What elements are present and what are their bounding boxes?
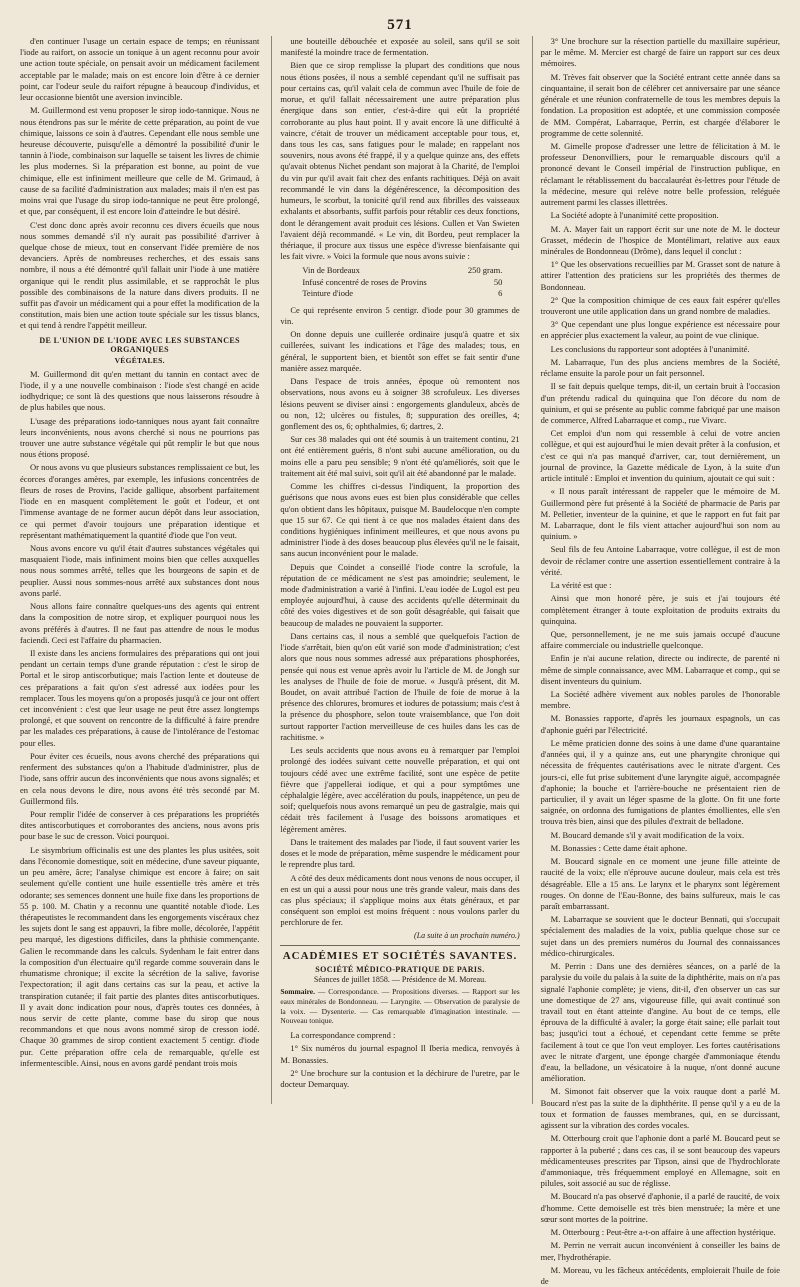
paragraph: M. Otterbourg : Peut-être a-t-on affaire à une affection hystérique. xyxy=(550,1227,776,1238)
paragraph: Ainsi que mon honoré père, je suis et j'ai toujours été complètement étranger à toute exploitation de produits extraits du quinquina. xyxy=(540,593,780,626)
formula-quantity: 6 xyxy=(498,288,503,299)
seance-line: Séances de juillet 1858. — Présidence de M. Moreau. xyxy=(313,975,487,985)
sommaire-text: — Correspondance. — Propositions diverses. — Rapport sur les eaux minérales de Bondonneau. — Laryngite. — Observation de paralysie de la voix. — Dysenterie. — Cas remarquable d'imagination intestinale. — Nouveau tonique. xyxy=(280,987,520,1026)
paragraph: M. Boucard signale en ce moment une jeune fille atteinte de raucité de la voix; elle n'éprouve aucune douleur, mais cela est très désagréable. Elle a 15 ans. Le larynx et le pharynx sont légèrement rouges. On donne de l'Eau-Bonne, des bains sulfureux, mais le cas paraît embarrassant. xyxy=(540,856,780,911)
column-2 xyxy=(271,36,519,1104)
paragraph: 3° Une brochure sur la résection partielle du maxillaire supérieur, par le même. M. Mercier est chargé de faire un rapport sur ces deux mémoires. xyxy=(540,36,780,69)
formula-row xyxy=(302,277,519,288)
paragraph: Nous avons encore vu qu'il était d'autres substances végétales qui masquaient l'iode, mais infiniment moins bien que celles auxquelles nous nous sommes arrêté, telles que les bourgeons de sapin et de peuplier. Aussi nous sommes-nous arrêté aux substances dont nous avons parlé. xyxy=(20,542,260,598)
paragraph: 3° Que cependant une plus longue expérience est nécessaire pour en apprécier plus exactement la valeur, au point de vue clinique. xyxy=(540,319,780,341)
paragraph: M. Boucard n'a pas observé d'aphonie, il a parlé de raucité, de voix d'homme. Cette demoiselle est très bien menstruée; la mère et une sœur sont mortes de la poitrine. xyxy=(540,1191,780,1224)
paragraph: M. Bonassies rapporte, d'après les journaux espagnols, un cas d'aphonie guéri par l'électricité. xyxy=(540,713,780,735)
formula-quantity: 250 gram. xyxy=(467,265,503,276)
formula-ingredient: Teinture d'iode xyxy=(302,288,354,299)
paragraph: Sur ces 38 malades qui ont été soumis à un traitement continu, 21 ont été entièrement guéris, 8 n'ont subi aucune amélioration, ou du moins elle a paru peu sensible; 9 n'ont été qu'améliorés, soit que le traitement ait été mal suivi, soit qu'il ait été abandonné par le malade. xyxy=(280,434,520,478)
paragraph: M. A. Mayer fait un rapport écrit sur une note de M. le docteur Grasset, médecin de l'hospice de Montélimart, relative aux eaux minérales de Bondonneau (Drôme), dans lequel il conclut : xyxy=(540,223,780,256)
column-1 xyxy=(20,36,259,1104)
paragraph: Il existe dans les anciens formulaires des préparations qui ont joui pendant un certain temps d'une grande réputation : c'est le sirop de Portal et le sirop antiscorbutique; mais l'action lente et douteuse de ces préparations a fait qu'on s'est adressé aux iodées pour les remplacer. Tous les moyens qu'on a proposés jusqu'à ce jour ont offert cet inconvénient : c'est que leur usage ne peut être assez longtemps prolongé, et que souvent on rencontre de la difficulté à faire prendre par les malades ces préparations, à cause de l'intolérance de l'estomac pour elles. xyxy=(20,647,260,748)
paragraph: Pour remplir l'idée de conserver à ces préparations les propriétés dites antiscorbutiques et corroborantes des anciens, nous avons pris pour base le suc de cresson. Voici pourquoi. xyxy=(20,809,260,842)
paragraph: Pour éviter ces écueils, nous avons cherché des préparations qui renferment des substances qu'on a l'habitude d'administrer, plus de l'iode, sans offrir aucun des inconvénients que nous avons signalés; et en cela nous devons le dire, nous avons été très secondé par M. Guillermond fils. xyxy=(20,750,260,806)
paragraph: Il se fait depuis quelque temps, dit-il, un certain bruit à l'occasion d'un prétendu radical du quinquina que l'on décore du nom de quinium, et qui se présente au public comme fabriqué par une maison de commerce, Alfred Labarraque et comp., rue Vivarc. xyxy=(540,381,780,425)
column-1-intro xyxy=(20,36,259,332)
paragraph: M. Labarraque se souvient que le docteur Bennati, qui s'occupait spécialement des maladies de la voix, publia quelque chose sur ce sujet dans un des premiers numéros du Journal des connaissances médico-chirurgicales. xyxy=(540,914,780,958)
paragraph: L'usage des préparations iodo-tanniques nous ayant fait connaître leurs inconvénients, nous avons cherché si nous ne pourrions pas trouver une autre substance végétale qui pût remplir le but que nous nous étions proposé. xyxy=(20,415,260,460)
paragraph: M. Perrin ne verrait aucun inconvénient à conseiller les bains de mer, l'hydrothérapie. xyxy=(540,1240,780,1262)
paragraph: La vérité est que : xyxy=(550,580,612,591)
sommaire xyxy=(280,987,519,1026)
paragraph: Enfin je n'ai aucune relation, directe ou indirecte, de parenté ni même de simple connaissance, avec MM. Labarraque et comp., qui se disent inventeurs du quinium. xyxy=(540,653,780,686)
paragraph: Seul fils de feu Antoine Labarraque, votre collègue, il est de mon devoir de réclamer contre une assertion essentiellement contraire à la vérité. xyxy=(540,544,780,577)
paragraph: M. Labarraque, l'un des plus anciens membres de la Société, réclame ensuite la parole pour un fait personnel. xyxy=(540,356,780,379)
wine-formula xyxy=(302,265,519,299)
paragraph: Cet emploi d'un nom qui ressemble à celui de votre ancien collègue, et qui est aujourd'hui le mien devait prêter à la confusion, et c'est ce qui n'a pas manqué d'arriver, car, tout dernièrement, un journal de province, la Gazette médicale de Lyon, à la suite d'un article intitulé : Emploi et invention du quinium, ajoutait ce qui suit : xyxy=(540,428,780,484)
paragraph: 2° Une brochure sur la contusion et la déchirure de l'uretre, par le docteur Demarquay. xyxy=(280,1067,520,1090)
continued-note: (La suite à un prochain numéro.) xyxy=(414,930,520,940)
paragraph: 2° Que la composition chimique de ces eaux fait espérer qu'elles trouveront une utile application dans un grand nombre de maladies. xyxy=(540,294,780,317)
paragraph: Le même praticien donne des soins à une dame d'une quarantaine d'années qui, il y a quinze ans, eut une pharyngite chronique qui nécessita de fréquentes cautérisations avec le nitrate d'argent. Ces jours-ci, elle fut prise subitement d'une laryngite aiguë, accompagnée d'aphonie; la bouche et l'arrière-bouche ne présentaient rien de particulier, il y avait un léger spasme de la glotte. On fit une forte saignée, on ordonna des fumigations de plantes émollientes, elle s'en trouva très bien, ainsi que des pilules d'extrait de belladone. xyxy=(540,737,780,827)
paragraph: La Société adhère vivement aux nobles paroles de l'honorable membre. xyxy=(540,689,780,711)
paragraph: une bouteille débouchée et exposée au soleil, sans qu'il se soit manifesté la moindre trace de fermentation. xyxy=(280,36,520,58)
paragraph: Comme les chiffres ci-dessus l'indiquent, la proportion des guérisons que nous avons eues est bien plus considérable que celles qu'on obtient dans les hôpitaux, puisque M. Baudelocque n'en compte que 15 sur 67. Ce qui tient à ce que nos malades étaient dans des conditions hygiéniques infiniment meilleures, et que nous avons pu administrer l'iode à des doses beaucoup plus élevées qu'il ne le faisait, sans aucun inconvénient pour le malade. xyxy=(280,481,520,559)
paragraph: La correspondance comprend : xyxy=(290,1030,396,1041)
paragraph: La Société adopte à l'unanimité cette proposition. xyxy=(550,210,719,221)
paragraph: Les seuls accidents que nous avons eu à remarquer par l'emploi prolongé des iodées suivant cette nouvelle préparation, et qui ont toujours cédé avec une extrême facilité, sont une espèce de petite fièvre que j'appellerai iodique, et qui a pour symptômes une céphalalgie légère, avec accélération du pouls, inappétence, un peu de soif; quelquefois nous avons remarqué un peu de gastralgie, mais qui cédait très facilement à l'usage des boissons aromatiques et légèrement amères. xyxy=(280,745,520,834)
separator-rule xyxy=(280,945,519,946)
paragraph: « Il nous paraît intéressant de rappeler que le mémoire de M. Guillermond père fut présenté à la Société de pharmacie de Paris par M. Pelletier, inventeur de la quinine, et que le rapport en fut fait par M. Labarraque, dont le fils vient attacher aujourd'hui son nom au quinium. » xyxy=(540,486,780,542)
section-subheading: VÉGÉTALES. xyxy=(114,355,165,365)
paragraph: On donne depuis une cuillerée ordinaire jusqu'à quatre et six cuillerées, suivant les indications et l'âge des malades; tous, en général, le supportent bien, et bientôt son effet se fait sentir d'une manière assez marquée. xyxy=(280,329,520,373)
paragraph: Dans le traitement des malades par l'iode, il faut souvent varier les doses et le mode de préparation, même suspendre le médicament pour le reprendre plus tard. xyxy=(280,836,520,870)
paragraph: M. Otterbourg croit que l'aphonie dont a parlé M. Boucard peut se rapporter à la puberté ; dans ces cas, il se sont beaucoup des vapeurs médicamenteuses prescrites par Tipson, ainsi que de l'hydrochlorate d'ammoniaque, très fréquemment employé en Allemagne, soit en pilules, soit associé au suc de réglisse. xyxy=(540,1133,780,1189)
page-number: 571 xyxy=(387,17,413,33)
paragraph: M. Perrin : Dans une des dernières séances, on a parlé de la paralysie du voile du palais à la suite de la diphthérite, mais on n'a pas signalé l'aphonie complète; je viens, dit-il, d'en observer un cas sur une domestique de 27 ans, vigoureuse fille, qui avait continué son travail tout en étant atteinte d'angine. Au bout de ce temps, elle éprouva de la difficulté à avaler; la gorge était saine; elle parlait tout bas; jusqu'ici tout a échoué, et cependant cette femme se prête facilement à tout ce que l'on veut employer. Les fortes cautérisations avec le nitrate d'argent, une éponge chargée d'ammoniaque étendu d'eau, la belladone, un vésicatoire à la nuque, n'ont donné aucune amélioration. xyxy=(540,961,780,1084)
paragraph: d'en continuer l'usage un certain espace de temps; en réunissant l'iode au raifort, on associe un tonique à un agent reconnu pour avoir une action toute spéciale, on pensait avoir un médicament facilement acceptable par le malade; mais on est encore loin d'être à ce dernier point, car l'odeur seule du raifort répugne à beaucoup d'individus, et leur occasionne bientôt une aversion invincible. xyxy=(20,36,260,103)
paragraph: 1° Que les observations recueillies par M. Grasset sont de nature à attirer l'attention des praticiens sur les propriétés des thermes de Bondonneau. xyxy=(540,259,780,292)
column-3-body xyxy=(541,36,780,1287)
paragraph: M. Gimelle propose d'adresser une lettre de félicitation à M. le professeur Denonvilliers, pour le remarquable discours qu'il a prononcé devant le Conseil impérial de l'instruction publique, en réclamant le rétablissement du baccalauréat ès-lettres pour l'étude de la médecine, mesure qui relève notre belle profession, reléguée autrement parmi les classes illettrées. xyxy=(540,140,780,208)
column-2-body xyxy=(280,305,519,929)
columns xyxy=(20,36,780,1286)
paragraph: Ce qui représente environ 5 centigr. d'iode pour 30 grammes de vin. xyxy=(280,304,520,326)
section-heading: DE L'UNION DE L'IODE AVEC LES SUBSTANCES ORGANIQUES xyxy=(39,335,240,354)
paragraph: Depuis que Coindet a conseillé l'iode contre la scrofule, la réputation de ce médicament ne s'est pas amoindrie; seulement, le mode d'administration a varié à l'infini. L'eau iodée de Lugol est peu employée aujourd'hui, à cause des accidents qu'elle déterminait du côté des voies digestives et de son goût désagréable, qui faisait que beaucoup de malades ne pouvaient la supporter. xyxy=(280,561,520,628)
formula-row xyxy=(302,265,519,276)
column-2-intro xyxy=(280,36,519,262)
paragraph: Les conclusions du rapporteur sont adoptées à l'unanimité. xyxy=(550,343,750,354)
formula-ingredient: Infusé concentré de roses de Provins xyxy=(302,276,427,287)
formula-quantity: 50 xyxy=(493,276,503,287)
column-2-end xyxy=(280,1030,519,1090)
paragraph: A côté des deux médicaments dont nous venons de nous occuper, il en est un qui a aussi pour nous une très grande valeur, mais dans des cas plus spéciaux; il s'applique moins aux états généraux, et par conséquent son emploi est moins fréquent : nous voulons parler du perchlorure de fer. xyxy=(280,872,520,928)
paragraph: 1° Six numéros du journal espagnol Il Iberia medica, renvoyés à M. Bonassies. xyxy=(280,1043,520,1065)
column-3 xyxy=(532,36,780,1286)
paragraph: Nous allons faire connaître quelques-uns des agents qui entrent dans la composition de notre sirop, et expliquer pourquoi nous les avons préférés à d'autres. Il ne faut pas attendre de nous le modus faciendi. Ceci est l'affaire du pharmacien. xyxy=(20,601,260,645)
paragraph: C'est donc donc après avoir reconnu ces divers écueils que nous nous sommes demandé s'il n'y aurait pas possibilité d'arriver à quelque chose de mieux, tout en conservant l'idée première de nos devanciers. Après de nombreuses recherches, et des essais sans nombre, il nous a été démontré qu'il fallait unir l'iode à une matière organique qui le rendit plus assimilable, et se rapprochât le plus possible des combinaisons de la nature dans divers produits. Il ne suffit pas d'avoir un médicament qui a pour effet la modification de la constitution, mais bien une action toute spéciale sur les tissus blancs, et qui tend à rendre l'appétit meilleur. xyxy=(20,219,260,331)
paragraph: M. Guillermond est venu proposer le sirop iodo-tannique. Nous ne nous étendrons pas sur le mérite de cette préparation, au point de vue chimique, laissons ce soin à d'autres. Cependant elle nous semble une heureuse découverte, puisqu'elle a démontré la possibilité d'unir le tannin à l'iode, combinaison sur laquelle se taisent les livres de chimie les plus modernes. Si la préparation est bonne, au point de vue chimique, elle est infiniment meilleure que celle de M. Grimaud, à cause de sa facilité d'administration aux malades; mais il n'en est pas moins vrai que l'usage du sirop iodo-tannique ne peut être prolongé, et que, par conséquent, il est encore loin d'atteindre le but désiré. xyxy=(20,105,260,217)
paragraph: M. Guillermond dit qu'en mettant du tannin en contact avec de l'iode, il y a une nouvelle combinaison : l'iode s'est changé en acide iodhydrique; ce sont là des questions que nous laisserons résoudre à de plus habiles que nous. xyxy=(20,368,260,413)
paragraph: M. Simonot fait observer que la voix rauque dont a parlé M. Boucard n'est pas la suite de la diphthérite. Il pense qu'il y a eu de la toux et formation de fausses membranes, qui, en se durcissant, agissent sur la vibration des cordes vocales. xyxy=(540,1086,780,1131)
formula-row xyxy=(302,288,519,299)
column-1-body xyxy=(20,369,259,1069)
paragraph: Dans l'espace de trois années, époque où remontent nos observations, nous avons eu à soigner 38 scrofuleux. Les diverses lésions peuvent se diviser ainsi : engorgements glanduleux, abcès de ou non, 12; ulcères ou fistules, 8; suppuration des oreilles, 4; gonflement des os, 6; ophthalmies, 6; dartres, 2. xyxy=(280,376,520,431)
formula-ingredient: Vin de Bordeaux xyxy=(302,265,360,276)
paragraph: M. Bonassies : Cette dame était aphone. xyxy=(550,842,688,853)
paragraph: M. Trèves fait observer que la Société entrant cette année dans sa cinquantaine, il serait bon de célébrer cet anniversaire par une séance générale et une réunion confraternelle de tous les membres depuis la fondation. La proposition est adoptée, et une commission composée de MM. Compérat, Labarraque, Perrin, est chargée d'élaborer le programme de cette solennité. xyxy=(540,71,780,138)
paragraph: M. Boucard demande s'il y avait modification de la voix. xyxy=(550,829,745,840)
paragraph: Bien que ce sirop remplisse la plupart des conditions que nous nous étions posées, il nous a semblé cependant qu'il ne suffisait pas pour certains cas, qu'il valait cela de commun avec l'huile de foie de morue, et qu'il fallait nécessairement une autre préparation plus énergique dans son entier, c'est-à-dire qui eût la propriété corroborante au plus haut point. Il y avait encore là une difficulté à vaincre, c'était de trouver un médicament acceptable pour tous, et, dans tous les cas, sans fatigues pour le malade; en rappelant nos souvenirs, nous avons été frappé, il y a quelque quinze ans, des effets qu'avait obtenus Nichet pendant son majorat à la Charité, de l'emploi du vin pur qu'il avait fait chez des enfants rachitiques. Déjà on avait recommandé le vin dans la dégénérescence, la décomposition des humeurs, le scorbut, la tonicité qu'il rend aux fibrilles des vaisseaux exhalants et absorbants, suffit parfois pour rétablir ces deux fonctions, dont le dérangement avait produit ces lésions. Cullen et Van Swieten l'avaient déjà recommandé. « Le vin, dit Bordeu, peut remplacer la thériaque, il procure aux tissus une espèce d'ivresse bienfaisante qui les fait vivre. » Voici la formule que nous avons suivie : xyxy=(280,60,520,262)
paragraph: Le sisymbrium officinalis est une des plantes les plus usitées, soit dans l'économie domestique, soit en médecine, d'une saveur piquante, un peu amère, âcre; l'analyse chimique est encore à faire; on sait seulement qu'elle contient une huile essentielle très amère et très odorante; ses semences donnent une huile fixe dans les proportions de 55 p. 100. M. Chatin y a reconnu une quantité notable d'iode. Les thérapeutistes le recommandent dans les engorgements viscéraux chez les sujets dont le sang est appauvri, la fibre molle, décolorée, l'appétit peu marqué, les digestions difficiles, dans la phthisie commençante. Galien le recommande dans les calculs. Sydenham le fait entrer dans la composition d'un électuaire qu'il regarde comme souverain dans le rhumatisme chronique; il excite la sécrétion de la salive, favorise l'expectoration; il agit dans certains cas sur la peau, et active la transpiration cutanée; il fait partie des plantes dites antiscorbutiques. Il y avait donc indication pour nous, d'après toutes ces données, à nous servir de cette plante, comme base du sirop que nous recommandons et que nous avons nommé sirop de cresson iodé. Chaque 30 grammes de sirop contient exactement 5 centigr. d'iode pur. Cette préparation offre cela de remarquable, qu'elle est infermentescible. Ainsi, nous en avons gardé pendant trois mois xyxy=(20,844,260,1068)
paragraph: Or nous avons vu que plusieurs substances remplissaient ce but, les écorces d'oranges amères, par exemple, les infusions concentrées de fleurs de roses de Provins, l'acide gallique, absorbent parfaitement l'iode en en masquent complètement le goût et l'odeur, et ont l'immense avantage de ne former aucun dépôt dans leur association, ce qui permet d'avoir toujours une préparation identique et représentant mathématiquement la quantité d'iode que l'on veut. xyxy=(20,462,260,540)
sommaire-lead: Sommaire. xyxy=(280,987,315,997)
paragraph: M. Moreau, vu les fâcheux antécédents, emploierait l'huile de foie de xyxy=(540,1264,780,1286)
paragraph: Dans certains cas, il nous a semblé que quelquefois l'action de l'iode s'arrêtait, bien qu'on eût varié son mode d'administration; c'est alors que nous nous sommes adressé aux préparations phosphorées, pensée qui nous est venue après avoir lu l'article de M. de Jongh sur les analyses de l'huile de foie de morue. « Jusqu'à présent, dit M. Boudet, on avait attribué l'action de l'huile de foie de morue à la présence des chlorures, bromures et iodures de potassium; mais c'est à la présence du phosphore, selon toute vraisemblance, que l'on doit surtout rapporter l'action merveilleuse de ces huiles dans les cas de rachitisme. » xyxy=(280,630,520,742)
academies-heading: ACADÉMIES ET SOCIÉTÉS SAVANTES. xyxy=(282,950,518,963)
paragraph: Que, personnellement, je ne me suis jamais occupé d'aucune affaire commerciale ou industrielle quelconque. xyxy=(540,628,780,651)
societe-heading: SOCIÉTÉ MÉDICO-PRATIQUE DE PARIS. xyxy=(315,965,485,975)
